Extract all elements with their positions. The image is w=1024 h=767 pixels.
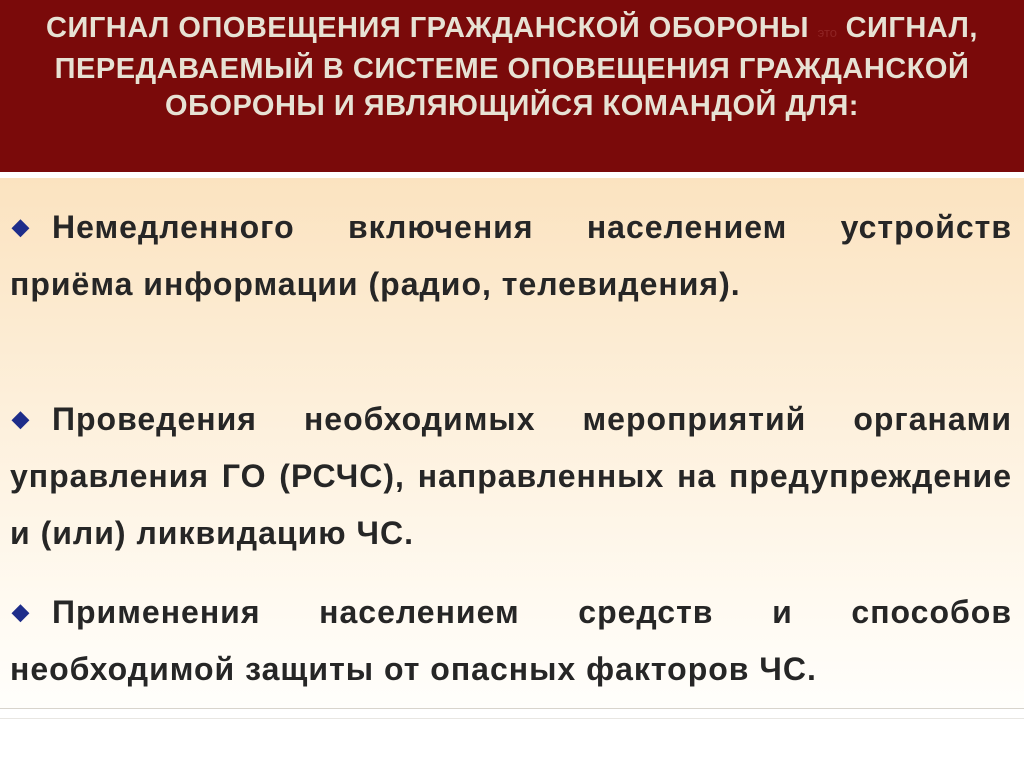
title-rest: СИГНАЛ, ПЕРЕДАВАЕМЫЙ В СИСТЕМЕ ОПОВЕЩЕНИЯ ГРАЖДАНСКОЙ ОБОРОНЫ И ЯВЛЯЮЩИЙСЯ КОМАНДОЙ ДЛЯ: (54, 12, 978, 122)
bullet-item-1 (0, 198, 1024, 313)
slide-header (0, 0, 1024, 172)
bullet-item-2 (0, 390, 1024, 562)
slide-content (0, 178, 1024, 709)
footer-divider (0, 718, 1024, 719)
diamond-icon: ◆ (12, 214, 30, 239)
diamond-icon: ◆ (12, 599, 30, 624)
bullet-text-2: Проведения необходимых мероприятий органами управления ГО (РСЧС), направленных на предупреждение и (или) ликвидацию ЧС. (10, 401, 1012, 551)
title-line-1: СИГНАЛ ОПОВЕЩЕНИЯ ГРАЖДАНСКОЙ ОБОРОНЫ (46, 12, 810, 44)
bullet-text-3: Применения населением средств и способов необходимой защиты от опасных факторов ЧС. (10, 594, 1012, 687)
title-small-word: это (817, 25, 838, 40)
bullet-item-3 (0, 583, 1024, 698)
slide-title (20, 10, 1004, 125)
bullet-text-1: Немедленного включения населением устройств приёма информации (радио, телевидения). (10, 209, 1012, 302)
diamond-icon: ◆ (12, 406, 30, 431)
